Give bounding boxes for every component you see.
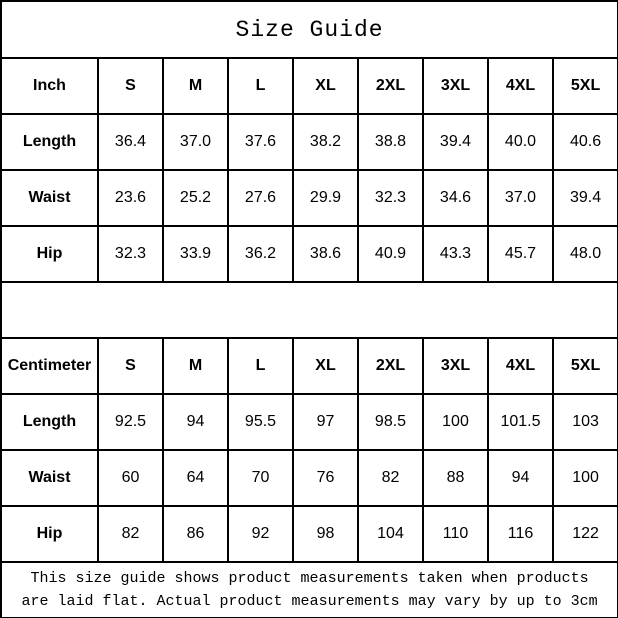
- note-row: [1, 562, 618, 618]
- measurement-cell: 38.6: [293, 226, 358, 282]
- measurement-cell: 43.3: [423, 226, 488, 282]
- centimeter-unit-header: Centimeter: [1, 338, 98, 394]
- size-column-header-4xl: 4XL: [488, 58, 553, 114]
- row-label-waist: Waist: [1, 170, 98, 226]
- measurement-cell: 32.3: [98, 226, 163, 282]
- size-column-header-3xl: 3XL: [423, 338, 488, 394]
- inch-unit-header: Inch: [1, 58, 98, 114]
- measurement-cell: 103: [553, 394, 618, 450]
- measurement-cell: 23.6: [98, 170, 163, 226]
- size-column-header-s: S: [98, 338, 163, 394]
- measurement-cell: 110: [423, 506, 488, 562]
- measurement-cell: 32.3: [358, 170, 423, 226]
- measurement-cell: 39.4: [553, 170, 618, 226]
- measurement-cell: 100: [553, 450, 618, 506]
- size-column-header-s: S: [98, 58, 163, 114]
- size-column-header-l: L: [228, 338, 293, 394]
- measurement-cell: 36.4: [98, 114, 163, 170]
- measurement-cell: 98: [293, 506, 358, 562]
- measurement-cell: 45.7: [488, 226, 553, 282]
- measurement-cell: 122: [553, 506, 618, 562]
- size-column-header-2xl: 2XL: [358, 58, 423, 114]
- page-title: Size Guide: [1, 1, 618, 58]
- row-label-hip: Hip: [1, 226, 98, 282]
- size-column-header-2xl: 2XL: [358, 338, 423, 394]
- size-guide-note: [1, 562, 618, 618]
- measurement-cell: 37.6: [228, 114, 293, 170]
- measurement-cell: 39.4: [423, 114, 488, 170]
- measurement-cell: 34.6: [423, 170, 488, 226]
- measurement-cell: 33.9: [163, 226, 228, 282]
- size-column-header-4xl: 4XL: [488, 338, 553, 394]
- size-column-header-5xl: 5XL: [553, 58, 618, 114]
- measurement-cell: 76: [293, 450, 358, 506]
- measurement-cell: 94: [163, 394, 228, 450]
- measurement-cell: 101.5: [488, 394, 553, 450]
- centimeter-length-row: [1, 394, 618, 450]
- spacer-row: [1, 282, 618, 338]
- measurement-cell: 40.0: [488, 114, 553, 170]
- measurement-cell: 37.0: [488, 170, 553, 226]
- row-label-length: Length: [1, 394, 98, 450]
- title-row: [1, 1, 618, 58]
- measurement-cell: 88: [423, 450, 488, 506]
- measurement-cell: 29.9: [293, 170, 358, 226]
- measurement-cell: 27.6: [228, 170, 293, 226]
- measurement-cell: 98.5: [358, 394, 423, 450]
- row-label-waist: Waist: [1, 450, 98, 506]
- measurement-cell: 40.9: [358, 226, 423, 282]
- inch-length-row: [1, 114, 618, 170]
- inch-header-row: [1, 58, 618, 114]
- measurement-cell: 37.0: [163, 114, 228, 170]
- centimeter-header-row: [1, 338, 618, 394]
- size-column-header-3xl: 3XL: [423, 58, 488, 114]
- inch-waist-row: [1, 170, 618, 226]
- measurement-cell: 95.5: [228, 394, 293, 450]
- measurement-cell: 82: [98, 506, 163, 562]
- measurement-cell: 100: [423, 394, 488, 450]
- row-label-length: Length: [1, 114, 98, 170]
- measurement-cell: 116: [488, 506, 553, 562]
- measurement-cell: 94: [488, 450, 553, 506]
- measurement-cell: 92.5: [98, 394, 163, 450]
- measurement-cell: 38.8: [358, 114, 423, 170]
- measurement-cell: 97: [293, 394, 358, 450]
- measurement-cell: 40.6: [553, 114, 618, 170]
- measurement-cell: 70: [228, 450, 293, 506]
- measurement-cell: 38.2: [293, 114, 358, 170]
- size-column-header-5xl: 5XL: [553, 338, 618, 394]
- size-column-header-l: L: [228, 58, 293, 114]
- measurement-cell: 64: [163, 450, 228, 506]
- row-label-hip: Hip: [1, 506, 98, 562]
- measurement-cell: 48.0: [553, 226, 618, 282]
- note-line-1: This size guide shows product measurements taken when products: [30, 570, 589, 587]
- inch-hip-row: [1, 226, 618, 282]
- size-column-header-xl: XL: [293, 338, 358, 394]
- centimeter-waist-row: [1, 450, 618, 506]
- centimeter-hip-row: [1, 506, 618, 562]
- measurement-cell: 25.2: [163, 170, 228, 226]
- measurement-cell: 86: [163, 506, 228, 562]
- measurement-cell: 104: [358, 506, 423, 562]
- size-column-header-xl: XL: [293, 58, 358, 114]
- measurement-cell: 82: [358, 450, 423, 506]
- size-column-header-m: M: [163, 338, 228, 394]
- measurement-cell: 92: [228, 506, 293, 562]
- spacer-cell: [1, 282, 618, 338]
- measurement-cell: 36.2: [228, 226, 293, 282]
- size-column-header-m: M: [163, 58, 228, 114]
- note-line-2: are laid flat. Actual product measurements may vary by up to 3cm: [21, 593, 598, 610]
- measurement-cell: 60: [98, 450, 163, 506]
